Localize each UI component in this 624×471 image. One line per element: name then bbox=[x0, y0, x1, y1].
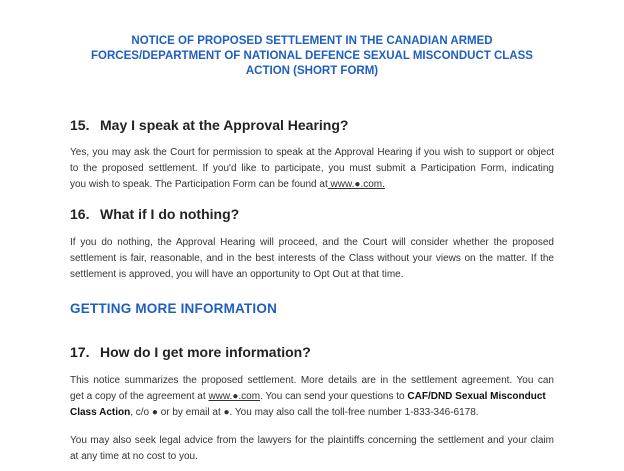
question-17-title: How do I get more information? bbox=[100, 344, 311, 360]
title-line-2: FORCES/DEPARTMENT OF NATIONAL DEFENCE SEXUAL MISCONDUCT CLASS bbox=[91, 50, 533, 62]
answer-text: get a copy of the agreement at bbox=[70, 390, 209, 402]
answer-line: at any time at no cost to you. bbox=[70, 450, 198, 462]
question-15-answer bbox=[70, 145, 554, 192]
document-title bbox=[0, 34, 624, 79]
answer-text: . You can send your questions to bbox=[260, 390, 408, 402]
answer-line: If you do nothing, the Approval Hearing will proceed, and the Court will consider whether the proposed bbox=[70, 237, 554, 248]
title-line-1: NOTICE OF PROPOSED SETTLEMENT IN THE CANADIAN ARMED bbox=[131, 35, 493, 47]
question-15-number: 15. bbox=[70, 117, 90, 133]
answer-line: to the proposed settlement. If you'd like to participate, you must submit a Participation Form, indicating bbox=[70, 162, 554, 174]
question-17-heading bbox=[70, 344, 311, 360]
question-17-legal-advice bbox=[70, 433, 554, 465]
question-17-answer bbox=[70, 373, 554, 420]
answer-line bbox=[70, 389, 554, 405]
answer-text: you wish to speak. The Participation Form can be found at bbox=[70, 178, 328, 190]
question-17-number: 17. bbox=[70, 344, 90, 360]
question-16-answer bbox=[70, 235, 554, 282]
agreement-link[interactable]: www.●.com bbox=[208, 390, 261, 402]
answer-line: Yes, you may ask the Court for permission to speak at the Approval Hearing if you wish to support or object bbox=[70, 147, 554, 158]
answer-line: settlement is approved, you will have an opportunity to Opt Out at that time. bbox=[70, 268, 404, 280]
participation-form-link[interactable]: www.●.com. bbox=[327, 178, 385, 190]
class-action-name: CAF/DND Sexual Misconduct bbox=[407, 390, 546, 402]
section-heading-more-information: GETTING MORE INFORMATION bbox=[70, 301, 278, 316]
question-16-heading bbox=[70, 206, 239, 222]
answer-line: settlement is fair, reasonable, and in the best interests of the Class without your views on the matter. If the bbox=[70, 252, 554, 264]
answer-line: You may also seek legal advice from the lawyers for the plaintiffs concerning the settlement and your claim bbox=[70, 435, 554, 446]
question-15-heading bbox=[70, 117, 348, 133]
answer-line bbox=[70, 177, 554, 193]
question-16-number: 16. bbox=[70, 206, 90, 222]
answer-line: This notice summarizes the proposed settlement. More details are in the settlement agreement. You can bbox=[70, 375, 554, 386]
title-line-3: ACTION (SHORT FORM) bbox=[245, 65, 379, 77]
class-action-name-end: Class Action bbox=[70, 406, 131, 418]
answer-line bbox=[70, 405, 554, 421]
question-15-title: May I speak at the Approval Hearing? bbox=[100, 117, 349, 133]
question-16-title: What if I do nothing? bbox=[100, 206, 240, 222]
answer-text: , c/o ● or by email at ●. You may also call the toll-free number 1-833-346-6178. bbox=[130, 406, 479, 418]
